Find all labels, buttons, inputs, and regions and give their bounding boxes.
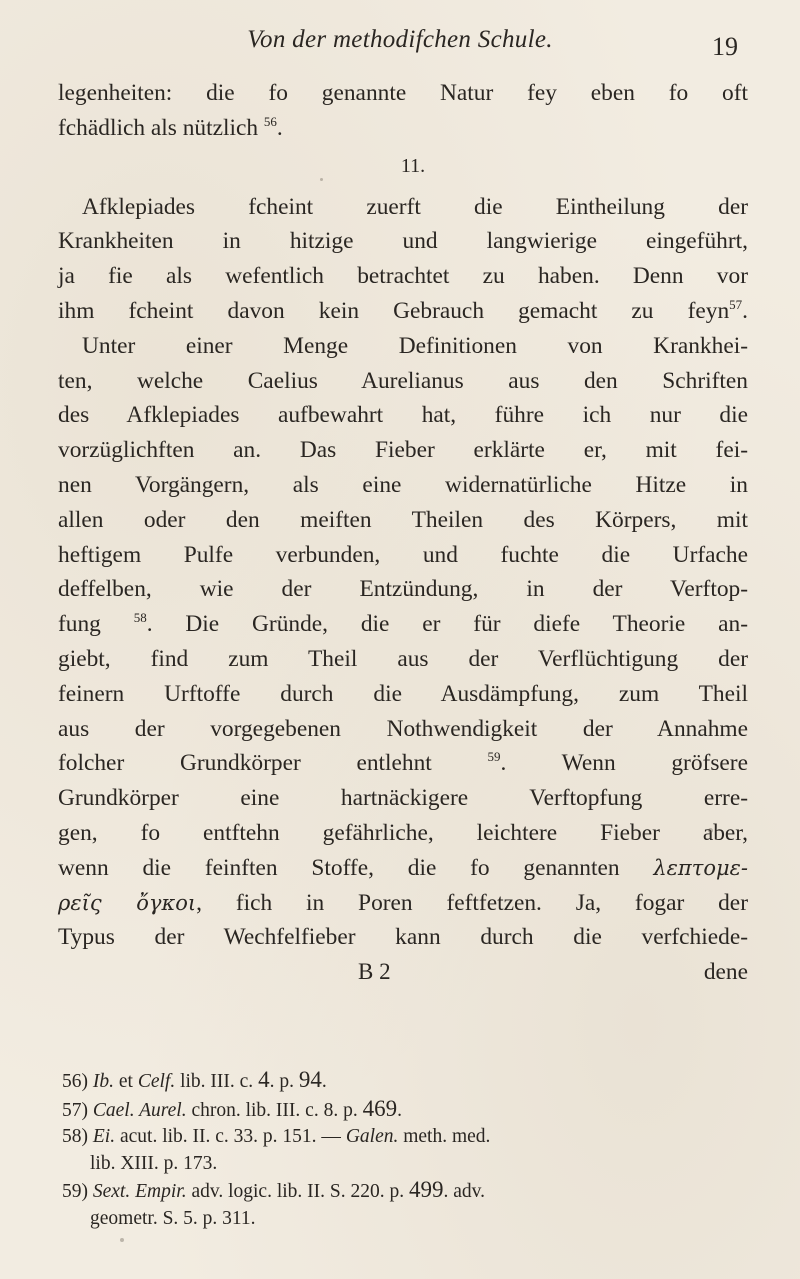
text-line: giebt, find zum Theil aus der Verflüchtigung der bbox=[58, 645, 748, 672]
text-fragment: . Wenn gröfsere bbox=[500, 750, 748, 777]
text-line: feinern Urftoffe durch die Ausdämpfung, zum Theil bbox=[58, 680, 748, 707]
text-line bbox=[58, 746, 748, 781]
footnote-text: . bbox=[397, 1099, 402, 1121]
footnote-text: chron. lib. III. c. 8. p. bbox=[191, 1099, 358, 1121]
text-line: des Afklepiades aufbewahrt hat, führe ich nur die bbox=[58, 402, 748, 429]
text-line: Krankheiten in hitzige und langwierige eingeführt, bbox=[58, 228, 748, 255]
footnote-text: acut. lib. II. c. 33. p. 151. — bbox=[119, 1126, 341, 1147]
paper-speck bbox=[708, 828, 713, 833]
signature-line bbox=[58, 955, 748, 990]
footnote-source: Celf. bbox=[137, 1071, 176, 1092]
footnote-number: 56) bbox=[62, 1071, 88, 1092]
text-fragment: folcher Grundkörper entlehnt bbox=[58, 750, 432, 777]
footnote-text: . adv. bbox=[443, 1181, 486, 1202]
catchword: dene bbox=[703, 959, 748, 986]
text-line bbox=[58, 294, 748, 329]
footnote-text: . p. bbox=[269, 1071, 294, 1092]
footnote-source: Ei. bbox=[92, 1126, 116, 1147]
paper-speck bbox=[320, 178, 323, 181]
text-line: ja fie als wefentlich betrachtet zu haben. Denn vor bbox=[58, 263, 748, 290]
text-fragment: . bbox=[276, 114, 283, 141]
text-line: Afklepiades fcheint zuerft die Eintheilung der bbox=[82, 193, 748, 220]
footnote-text: meth. med. bbox=[403, 1126, 491, 1147]
footnote-text: et bbox=[118, 1071, 133, 1092]
main-text bbox=[58, 76, 748, 990]
text-fragment: fchädlich als nützlich bbox=[58, 114, 259, 141]
text-line bbox=[58, 607, 748, 642]
text-line: Unter einer Menge Definitionen von Krankhei- bbox=[82, 332, 748, 359]
footnote-text: lib. III. c. bbox=[180, 1071, 254, 1092]
footnote-text: . bbox=[321, 1071, 327, 1092]
footnote-59-continued: geometr. S. 5. p. 311. bbox=[90, 1207, 256, 1229]
text-line bbox=[58, 851, 748, 886]
text-line bbox=[58, 111, 748, 146]
text-fragment: ihm fcheint davon kein Gebrauch gemacht zu feyn bbox=[58, 297, 730, 324]
text-line: allen oder den meiften Theilen des Körpers, mit bbox=[58, 506, 748, 533]
footnote-source: Sext. Empir. bbox=[92, 1181, 187, 1202]
text-line: legenheiten: die fo genannte Natur fey eben fo oft bbox=[58, 80, 748, 106]
footnote-57 bbox=[62, 1096, 752, 1125]
footnote-text: 94 bbox=[298, 1067, 322, 1092]
footnote-text: adv. logic. lib. II. S. 220. p. bbox=[191, 1181, 405, 1202]
greek-text: ρεῖς ὄγκοι bbox=[58, 890, 197, 915]
text-line: aus der vorgegebenen Nothwendigkeit der Annahme bbox=[58, 715, 748, 742]
text-line: Typus der Wechfelfieber kann durch die verfchiede- bbox=[58, 924, 748, 951]
running-title: Von der methodifchen Schule. bbox=[247, 26, 553, 53]
footnote-source: Cael. Aurel. bbox=[92, 1099, 187, 1121]
footnote-58 bbox=[62, 1124, 752, 1151]
footnote-ref: 58 bbox=[133, 610, 147, 626]
footnote-number: 59) bbox=[62, 1181, 88, 1202]
footnote-text: 499 bbox=[409, 1177, 444, 1202]
footnote-number: 57) bbox=[62, 1099, 88, 1121]
footnotes bbox=[62, 1067, 752, 1232]
text-line: Grundkörper eine hartnäckigere Verftopfung erre- bbox=[58, 785, 748, 812]
text-fragment: fung bbox=[58, 611, 101, 638]
greek-text: λεπτομε- bbox=[653, 855, 748, 880]
text-line: vorzüglichften an. Das Fieber erklärte er, mit fei- bbox=[58, 437, 748, 464]
text-fragment: . bbox=[742, 297, 748, 324]
footnote-text: 4 bbox=[258, 1067, 270, 1092]
text-fragment: wenn die feinften Stoffe, die fo genannten bbox=[58, 854, 620, 881]
paper-speck bbox=[120, 1238, 124, 1242]
footnote-ref: 57 bbox=[729, 296, 743, 312]
page-number: 19 bbox=[712, 32, 738, 61]
footnote-source: Galen. bbox=[345, 1126, 399, 1147]
running-head bbox=[60, 26, 740, 66]
footnote-ref: 56 bbox=[263, 113, 277, 129]
text-line: deffelben, wie der Entzündung, in der Verftop- bbox=[58, 576, 748, 603]
footnote-56 bbox=[62, 1067, 752, 1096]
printer-signature: B 2 bbox=[358, 959, 391, 985]
footnote-58-continued: lib. XIII. p. 173. bbox=[90, 1152, 218, 1174]
section-number: 11. bbox=[400, 154, 426, 177]
text-line: nen Vorgängern, als eine widernatürliche Hitze in bbox=[58, 471, 748, 498]
text-line: gen, fo entftehn gefährliche, leichtere Fieber aber, bbox=[58, 819, 748, 846]
footnote-59 bbox=[62, 1177, 752, 1206]
text-line: heftigem Pulfe verbunden, und fuchte die Urfache bbox=[58, 541, 748, 568]
text-line bbox=[58, 886, 748, 921]
text-fragment: . Die Gründe, die er für diefe Theorie an- bbox=[146, 611, 748, 638]
text-fragment: , fich in Poren feftfetzen. Ja, fogar der bbox=[196, 889, 748, 916]
text-line: ten, welche Caelius Aurelianus aus den Schriften bbox=[58, 367, 748, 394]
footnote-ref: 59 bbox=[487, 749, 501, 765]
footnote-source: Ib. bbox=[92, 1071, 114, 1092]
footnote-number: 58) bbox=[62, 1126, 88, 1147]
footnote-text: 469 bbox=[362, 1095, 398, 1121]
